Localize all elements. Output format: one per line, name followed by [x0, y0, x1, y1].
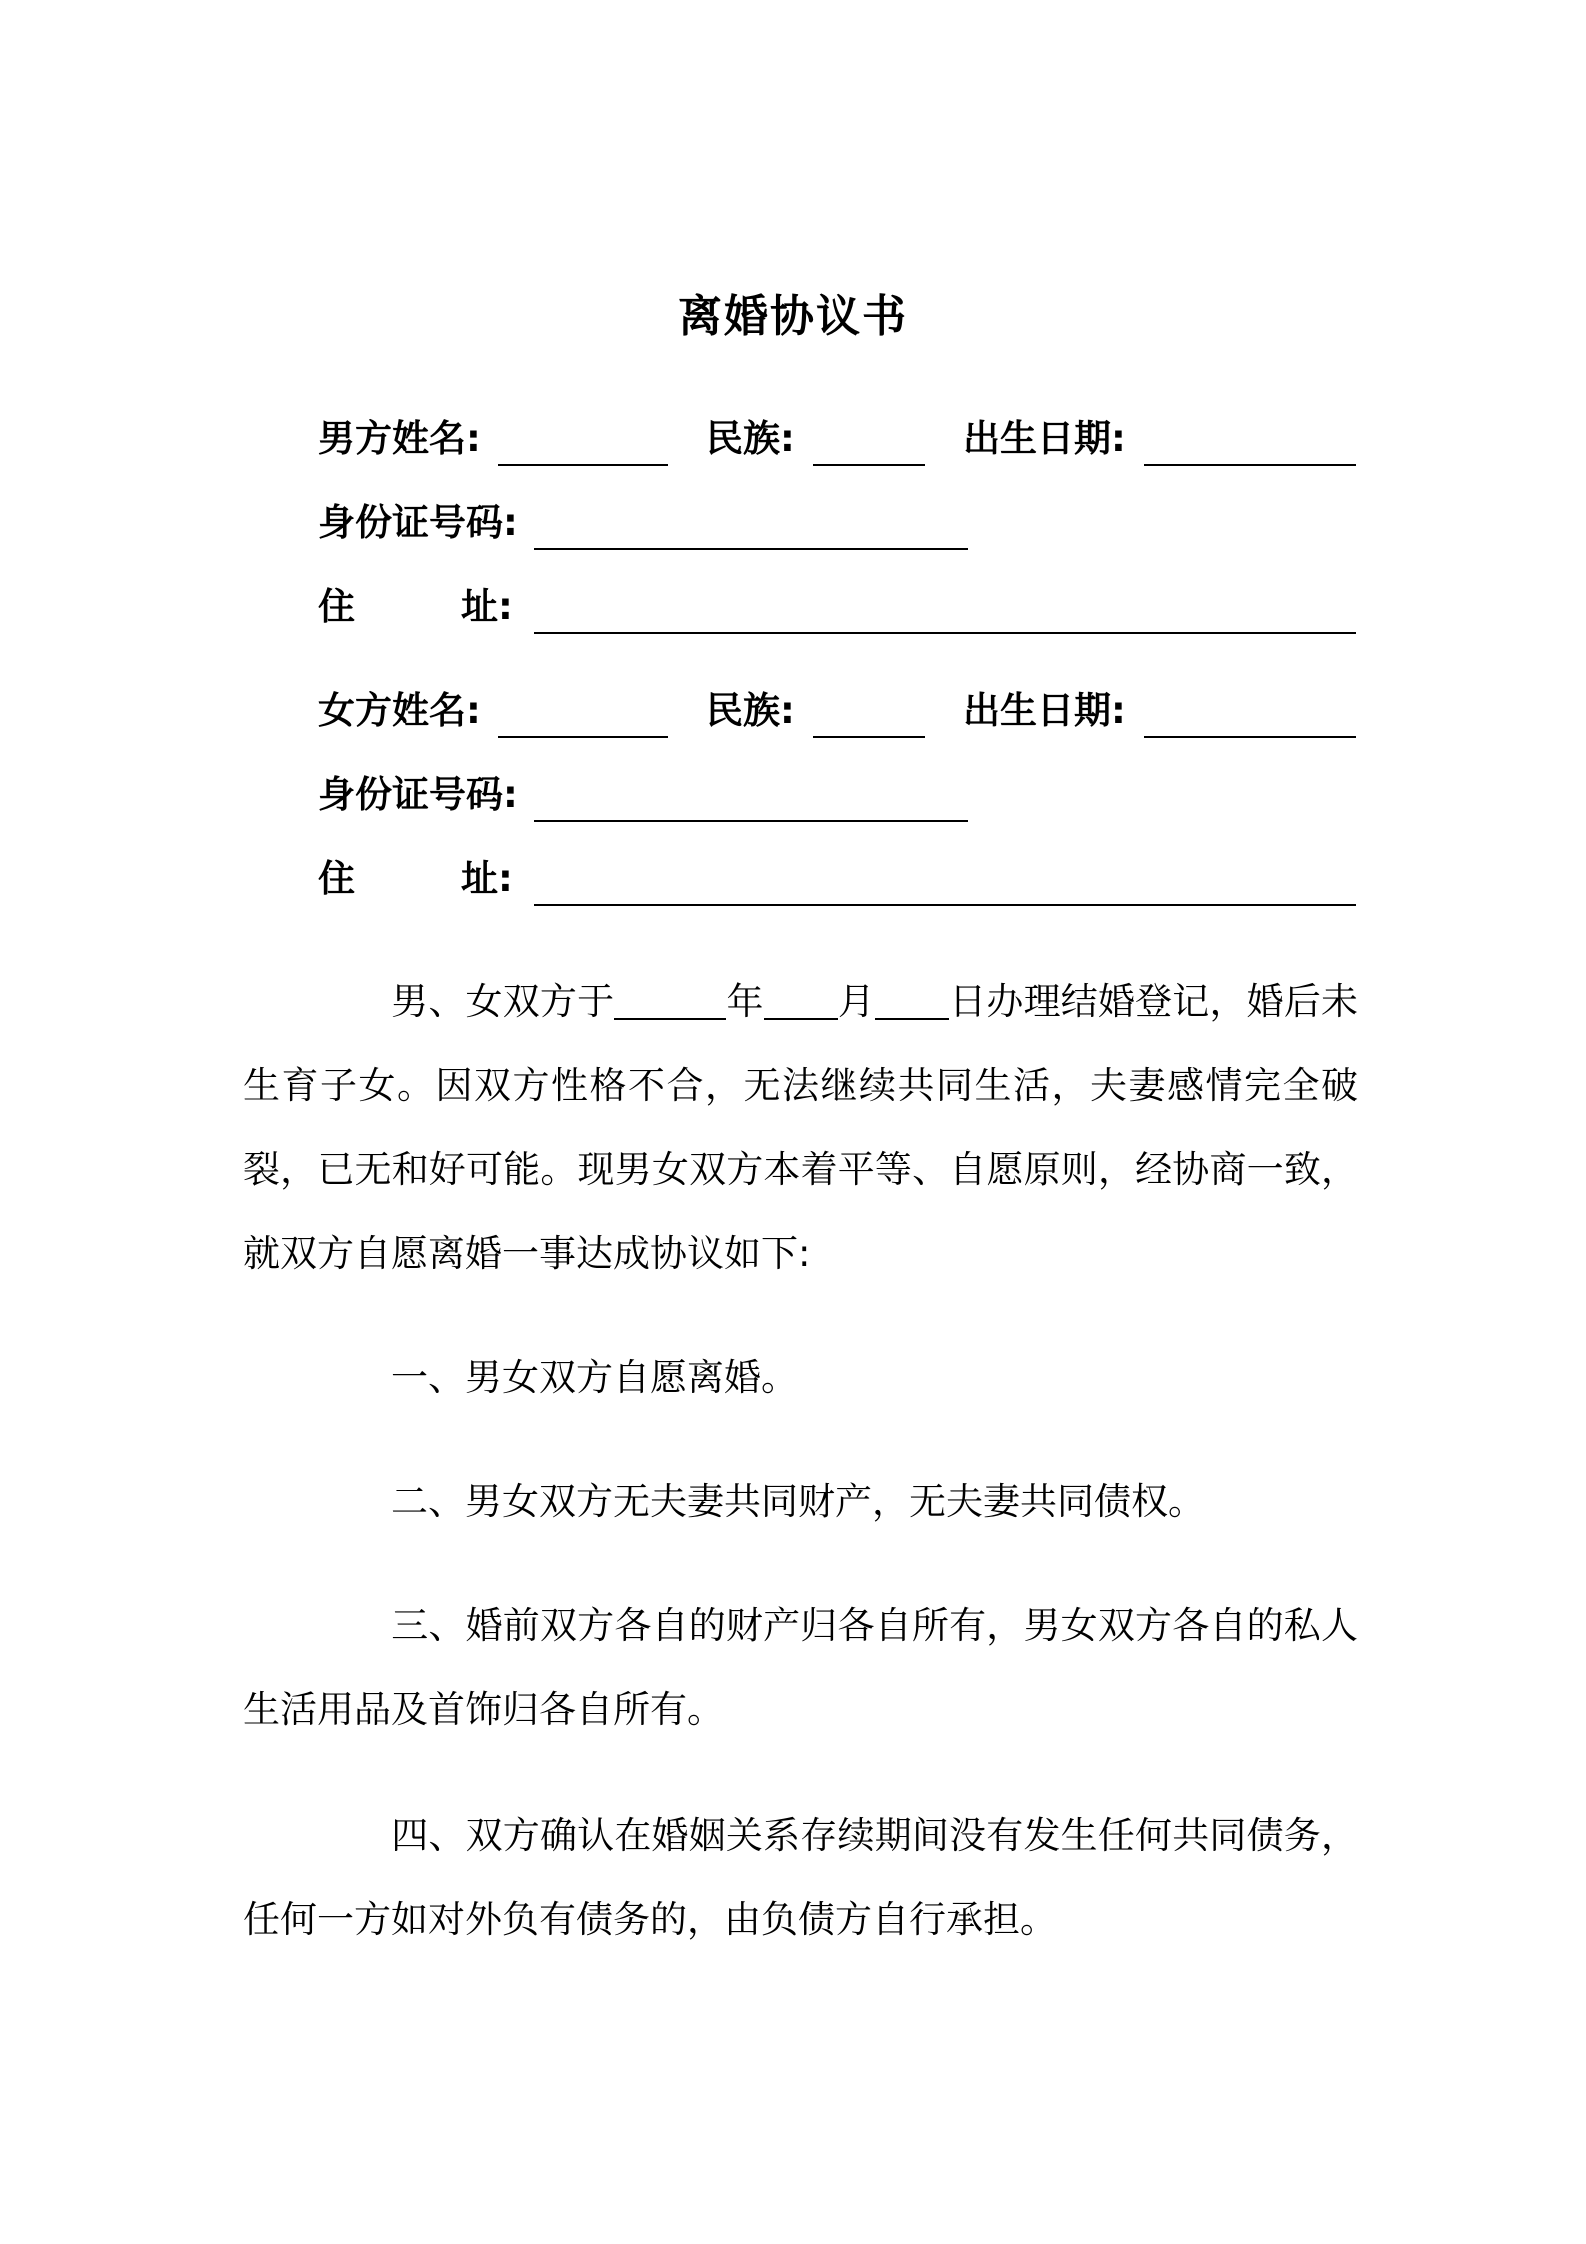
female-id-label: 身份证号码:	[318, 773, 518, 816]
clause-1-text: 一、男女双方自愿离婚。	[391, 1356, 798, 1399]
female-address-label-second: 址:	[461, 857, 513, 900]
male-ethnicity-blank[interactable]	[813, 464, 925, 466]
female-address-blank[interactable]	[534, 904, 1356, 906]
male-birth-label: 出生日期:	[963, 417, 1126, 460]
male-ethnicity-label: 民族:	[706, 417, 795, 460]
marriage-day-blank[interactable]	[875, 984, 949, 1020]
female-name-label: 女方姓名:	[318, 689, 481, 732]
intro-text-rest: 日办理结婚登记，婚后未生育子女。因双方性格不合，无法继续共同生活，夫妻感情完全破裂，已无和好可能。现男女双方本着平等、自愿原则，经协商一致，就双方自愿离婚一事达成协议如下:	[243, 980, 1359, 1275]
marriage-month-blank[interactable]	[764, 984, 838, 1020]
female-name-blank[interactable]	[498, 736, 668, 738]
female-ethnicity-label: 民族:	[706, 689, 795, 732]
male-name-label: 男方姓名:	[318, 417, 481, 460]
male-name-blank[interactable]	[498, 464, 668, 466]
female-ethnicity-blank[interactable]	[813, 736, 925, 738]
clause-1	[243, 1336, 1358, 1420]
clause-2-text: 二、男女双方无夫妻共同财产，无夫妻共同债权。	[391, 1480, 1205, 1523]
female-id-blank[interactable]	[534, 820, 968, 822]
male-address-label-second: 址:	[461, 585, 513, 628]
intro-text-start: 男、女双方于	[391, 980, 615, 1023]
clause-4-text: 四、双方确认在婚姻关系存续期间没有发生任何共同债务，任何一方如对外负有债务的，由负债方自行承担。	[243, 1814, 1358, 1941]
male-id-blank[interactable]	[534, 548, 968, 550]
female-birth-blank[interactable]	[1144, 736, 1356, 738]
document-title: 离婚协议书	[678, 291, 908, 342]
male-birth-blank[interactable]	[1144, 464, 1356, 466]
marriage-year-blank[interactable]	[614, 984, 726, 1020]
intro-year-label: 年	[726, 980, 764, 1023]
male-address-label-first: 住	[318, 585, 355, 628]
intro-month-label: 月	[837, 980, 876, 1023]
male-id-label: 身份证号码:	[318, 501, 518, 544]
clause-3	[243, 1584, 1358, 1752]
male-address-blank[interactable]	[534, 632, 1356, 634]
clause-4	[243, 1794, 1358, 1962]
clause-3-text: 三、婚前双方各自的财产归各自所有，男女双方各自的私人生活用品及首饰归各自所有。	[243, 1604, 1358, 1731]
female-address-label-first: 住	[318, 857, 355, 900]
female-birth-label: 出生日期:	[963, 689, 1126, 732]
clause-2	[243, 1460, 1358, 1544]
intro-paragraph	[243, 960, 1358, 1296]
